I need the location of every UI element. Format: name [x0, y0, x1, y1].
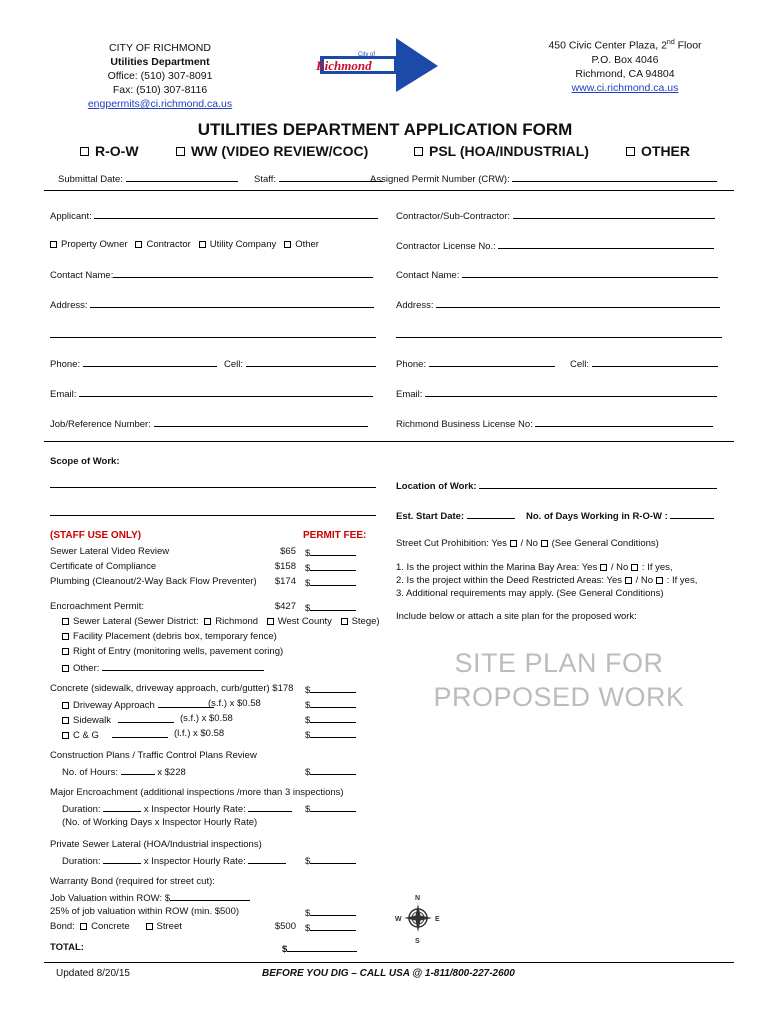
construction-plans-label: Construction Plans / Traffic Control Plans Review	[50, 750, 257, 761]
checkbox[interactable]	[62, 648, 69, 655]
checkbox[interactable]	[62, 618, 69, 625]
section-divider	[44, 441, 734, 442]
checkbox[interactable]	[204, 618, 211, 625]
submittal-date-field[interactable]	[58, 172, 238, 185]
logo-graphic	[312, 32, 442, 92]
sidewalk-rate: (s.f.) x $0.58	[180, 713, 233, 724]
address-line-2-input[interactable]	[50, 337, 376, 338]
field-label: Cell:	[224, 359, 244, 370]
input-line[interactable]	[462, 268, 718, 278]
checkbox[interactable]	[62, 732, 69, 739]
office-phone: Office: (510) 307-8091	[107, 70, 213, 82]
encroachment-label: Encroachment Permit:	[50, 601, 144, 612]
other-option[interactable]	[62, 661, 264, 674]
video-review-amount[interactable]	[305, 546, 356, 559]
checkbox[interactable]	[656, 577, 663, 584]
compass-graphic	[394, 890, 446, 946]
checkbox[interactable]	[631, 564, 638, 571]
driveway-option[interactable]	[62, 698, 214, 711]
input-line[interactable]	[279, 172, 383, 182]
address-sup: nd	[666, 39, 675, 46]
business-license-field[interactable]	[396, 417, 713, 430]
option-label: C & G	[73, 730, 99, 741]
email-field[interactable]	[50, 387, 373, 400]
field-label: Cell:	[570, 359, 590, 370]
plumbing-fee: $174	[274, 576, 296, 587]
option-label: Other	[295, 239, 319, 250]
dollar-sign: $	[305, 603, 311, 614]
field-label: x Inspector Hourly Rate:	[143, 804, 246, 815]
input-line[interactable]	[79, 387, 373, 397]
option-label: Facility Placement (debris box, temporary fence)	[73, 631, 277, 642]
hours-amount[interactable]	[305, 765, 356, 778]
total-amount[interactable]	[282, 942, 357, 955]
condition-text: / No	[635, 575, 654, 586]
section-divider	[44, 190, 734, 191]
compliance-amount[interactable]	[305, 561, 356, 574]
dollar-sign: $	[305, 563, 311, 574]
concrete-fee: $178	[272, 683, 294, 694]
checkbox[interactable]	[62, 717, 69, 724]
input-line[interactable]	[513, 209, 715, 219]
site-plan-placeholder-line-2: PROPOSED WORK	[433, 682, 685, 712]
contractor-address-field[interactable]	[396, 298, 720, 311]
field-label: Address:	[50, 300, 88, 311]
checkbox[interactable]	[414, 147, 423, 156]
checkbox[interactable]	[62, 702, 69, 709]
field-label: Phone:	[396, 359, 427, 370]
logo-small-text: City of	[358, 52, 376, 58]
option-label: Street	[156, 921, 182, 932]
staff-use-heading: (STAFF USE ONLY)	[50, 530, 142, 541]
input-line[interactable]	[113, 268, 373, 278]
input-line[interactable]	[158, 698, 214, 708]
department-name: Utilities Department	[110, 56, 210, 68]
field-label: Email:	[396, 389, 423, 400]
bond-fee: $500	[274, 921, 296, 932]
checkbox[interactable]	[62, 633, 69, 640]
checkbox[interactable]	[135, 241, 142, 248]
cg-rate: (l.f.) x $0.58	[174, 728, 225, 739]
dollar-sign: $	[305, 923, 311, 934]
compass-n: N	[415, 895, 421, 902]
category-other[interactable]	[626, 143, 690, 159]
field-label: Phone:	[50, 359, 81, 370]
dollar-sign: $	[305, 700, 311, 711]
sidewalk-amount[interactable]	[305, 713, 356, 726]
checkbox[interactable]	[541, 540, 548, 547]
option-label: Richmond	[215, 616, 259, 627]
scope-label: Scope of Work:	[50, 456, 120, 467]
input-line[interactable]	[498, 239, 714, 249]
address-line-2: P.O. Box 4046	[591, 53, 659, 66]
input-line[interactable]	[512, 172, 717, 182]
checkbox[interactable]	[62, 665, 69, 672]
permit-fee-heading: PERMIT FEE:	[303, 530, 367, 541]
license-field[interactable]	[396, 239, 714, 252]
concrete-amount[interactable]	[305, 683, 356, 696]
field-label: Contact Name:	[396, 270, 460, 281]
option-label: Contractor	[146, 239, 191, 250]
option-label: Right of Entry (monitoring wells, pavement coring)	[73, 646, 284, 657]
input-line[interactable]	[83, 357, 217, 367]
option-label: Utility Company	[209, 239, 277, 250]
input-line[interactable]	[90, 298, 374, 308]
category-row[interactable]	[80, 143, 139, 159]
footer-divider	[44, 962, 734, 963]
scope-line-1[interactable]	[50, 487, 376, 488]
field-label: Est. Start Date:	[396, 511, 465, 522]
option-label: Driveway Approach	[73, 700, 155, 711]
field-label: Assigned Permit Number (CRW):	[370, 174, 510, 185]
condition-text: / No	[520, 538, 538, 549]
option-label: Property Owner	[61, 239, 128, 250]
office-fax: Fax: (510) 307-8116	[112, 84, 208, 96]
contractor-field[interactable]	[396, 209, 715, 222]
input-line[interactable]	[246, 357, 376, 367]
checkbox[interactable]	[80, 147, 89, 156]
city-name: CITY OF RICHMOND	[109, 42, 211, 54]
field-label: No. of Days Working in R-O-W :	[526, 511, 668, 522]
input-line[interactable]	[102, 661, 264, 671]
field-label: Email:	[50, 389, 77, 400]
address-line-3: Richmond, CA 94804	[575, 67, 675, 80]
category-label: WW (VIDEO REVIEW/COC)	[191, 143, 369, 159]
field-label: Contractor License No.:	[396, 241, 496, 252]
input-line[interactable]	[103, 802, 141, 812]
logo-text: Richmond	[316, 58, 372, 73]
dollar-sign: $	[305, 578, 311, 589]
address-floor: Floor	[674, 39, 702, 52]
right-of-entry-option[interactable]	[62, 646, 283, 657]
input-line[interactable]	[467, 509, 515, 519]
field-label: Submittal Date:	[58, 174, 123, 185]
job-reference-field[interactable]	[50, 417, 368, 430]
address-street: 450 Civic Center Plaza, 2	[548, 39, 667, 52]
contractor-phone-field[interactable]	[396, 357, 555, 370]
total-label: TOTAL:	[50, 942, 84, 953]
private-duration-field[interactable]	[62, 854, 286, 867]
address-field[interactable]	[50, 298, 374, 311]
encroachment-amount[interactable]	[305, 601, 356, 614]
checkbox[interactable]	[626, 147, 635, 156]
input-line[interactable]	[429, 357, 555, 367]
field-label: Richmond Business License No:	[396, 419, 533, 430]
private-sewer-label: Private Sewer Lateral (HOA/Industrial inspections)	[50, 839, 262, 850]
compliance-label: Certificate of Compliance	[50, 561, 157, 572]
staff-field[interactable]	[254, 172, 383, 185]
driveway-rate: (s.f.) x $0.58	[208, 698, 261, 709]
cg-amount[interactable]	[305, 728, 356, 741]
compass-e: E	[435, 916, 440, 923]
input-line[interactable]	[248, 802, 292, 812]
phone-field[interactable]	[50, 357, 217, 370]
updated-date: Updated 8/20/15	[56, 968, 130, 979]
category-label: PSL (HOA/INDUSTRIAL)	[429, 143, 589, 159]
site-plan-note: Include below or attach a site plan for the proposed work:	[396, 611, 637, 622]
field-label: x Inspector Hourly Rate:	[143, 856, 246, 867]
input-line[interactable]	[310, 906, 356, 916]
category-label: R-O-W	[95, 143, 139, 159]
applicant-field[interactable]	[50, 209, 378, 222]
input-line[interactable]	[248, 854, 286, 864]
input-line[interactable]	[170, 891, 250, 901]
pct-label: 25% of job valuation within ROW (min. $500)	[50, 906, 240, 917]
condition-text: / No	[610, 562, 629, 573]
richmond-logo	[312, 32, 442, 92]
contractor-email-field[interactable]	[396, 387, 717, 400]
input-line[interactable]	[436, 298, 720, 308]
dollar-sign: $	[305, 730, 311, 741]
field-label: Address:	[396, 300, 434, 311]
compass-w: W	[395, 916, 402, 923]
compliance-fee: $158	[274, 561, 296, 572]
dollar-sign: $	[305, 685, 311, 696]
checkbox[interactable]	[199, 241, 206, 248]
input-line[interactable]	[310, 728, 356, 738]
dollar-sign: $	[305, 804, 311, 815]
condition-text: 1. Is the project within the Marina Bay Area: Yes	[396, 562, 598, 573]
bond-options[interactable]	[50, 921, 182, 932]
checkbox[interactable]	[146, 923, 153, 930]
contractor-cell-field[interactable]	[570, 357, 718, 370]
condition-text: 2. Is the project within the Deed Restricted Areas: Yes	[396, 575, 623, 586]
hours-field[interactable]	[62, 765, 186, 778]
field-label: Duration:	[62, 804, 101, 815]
concrete-text: Concrete (sidewalk, driveway approach, curb/gutter)	[50, 683, 270, 694]
dollar-sign: $	[305, 767, 311, 778]
checkbox[interactable]	[600, 564, 607, 571]
input-line[interactable]	[310, 698, 356, 708]
condition-text: : If yes,	[641, 562, 673, 573]
field-label: Contact Name:	[50, 270, 114, 281]
input-line[interactable]	[118, 713, 174, 723]
cell-field[interactable]	[224, 357, 376, 370]
input-line[interactable]	[310, 921, 356, 931]
start-date-field[interactable]	[396, 509, 515, 522]
condition-text: Street Cut Prohibition: Yes	[396, 538, 507, 549]
contractor-address-line-2[interactable]	[396, 337, 722, 338]
form-title: UTILITIES DEPARTMENT APPLICATION FORM	[197, 120, 573, 139]
cg-option[interactable]	[62, 728, 168, 741]
option-label: Concrete	[91, 921, 130, 932]
field-label: Duration:	[62, 856, 101, 867]
checkbox[interactable]	[50, 241, 57, 248]
scope-line-2[interactable]	[50, 515, 376, 516]
input-line[interactable]	[126, 172, 238, 182]
hours-rate: x $228	[157, 767, 186, 778]
additional-requirements: 3. Additional requirements may apply. (See General Conditions)	[396, 588, 664, 599]
concrete-label	[50, 683, 293, 694]
plumbing-label: Plumbing (Cleanout/2-Way Back Flow Preventer)	[50, 576, 257, 587]
input-line[interactable]	[479, 479, 717, 489]
dollar-sign: $	[305, 856, 311, 867]
office-info	[60, 41, 260, 111]
checkbox[interactable]	[341, 618, 348, 625]
sewer-lateral-option[interactable]	[62, 616, 380, 627]
days-working-field[interactable]	[526, 509, 714, 522]
category-label: OTHER	[641, 143, 690, 159]
option-label: West County	[277, 616, 332, 627]
location-field[interactable]	[396, 479, 717, 492]
option-label: Sewer Lateral (Sewer District:	[73, 616, 199, 627]
owner-type-options[interactable]	[50, 239, 319, 250]
condition-text: : If yes,	[666, 575, 698, 586]
option-label: Other:	[73, 663, 100, 674]
input-line[interactable]	[310, 683, 356, 693]
permit-number-field[interactable]	[370, 172, 717, 185]
category-ww[interactable]	[176, 143, 368, 159]
checkbox[interactable]	[510, 540, 517, 547]
warranty-label: Warranty Bond (required for street cut):	[50, 876, 215, 887]
dollar-sign: $	[282, 944, 288, 955]
sidewalk-option[interactable]	[62, 713, 174, 726]
checkbox[interactable]	[267, 618, 274, 625]
field-label: Job/Reference Number:	[50, 419, 151, 430]
dollar-sign: $	[305, 908, 311, 919]
input-line[interactable]	[310, 601, 356, 611]
major-encroachment-label: Major Encroachment (additional inspections /more than 3 inspections)	[50, 787, 344, 798]
compass-s: S	[415, 938, 420, 945]
condition-text: (See General Conditions)	[551, 538, 659, 549]
deed-restricted-question[interactable]	[396, 575, 697, 586]
driveway-amount[interactable]	[305, 698, 356, 711]
facility-option[interactable]	[62, 631, 277, 642]
contact-name-field[interactable]	[50, 268, 373, 281]
input-line[interactable]	[94, 209, 378, 219]
checkbox[interactable]	[284, 241, 291, 248]
input-line[interactable]	[310, 576, 356, 586]
plumbing-amount[interactable]	[305, 576, 356, 589]
email-link[interactable]: engpermits@ci.richmond.ca.us	[87, 98, 233, 110]
input-line[interactable]	[310, 546, 356, 556]
field-label: Contractor/Sub-Contractor:	[396, 211, 511, 222]
compass-rose-icon	[394, 890, 446, 946]
option-label: Stege)	[351, 616, 380, 627]
private-amount[interactable]	[305, 854, 356, 867]
input-line[interactable]	[121, 765, 155, 775]
working-days-note: (No. of Working Days x Inspector Hourly Rate)	[62, 817, 258, 828]
input-line[interactable]	[287, 942, 357, 952]
input-line[interactable]	[310, 765, 356, 775]
bond-amount[interactable]	[305, 921, 356, 934]
street-cut-prohibition[interactable]	[396, 538, 659, 549]
checkbox[interactable]	[625, 577, 632, 584]
website-link[interactable]: www.ci.richmond.ca.us	[571, 81, 679, 94]
dollar-sign: $	[305, 715, 311, 726]
field-label: Job Valuation within ROW: $	[50, 893, 171, 904]
input-line[interactable]	[310, 713, 356, 723]
valuation-field[interactable]	[50, 891, 250, 904]
video-review-fee: $65	[280, 546, 296, 557]
option-label: Sidewalk	[73, 715, 112, 726]
input-line[interactable]	[670, 509, 714, 519]
input-line[interactable]	[425, 387, 717, 397]
input-line[interactable]	[310, 802, 356, 812]
pct-amount[interactable]	[305, 906, 356, 919]
video-review-label: Sewer Lateral Video Review	[50, 546, 170, 557]
major-duration-field[interactable]	[62, 802, 292, 815]
field-label: No. of Hours:	[62, 767, 118, 778]
input-line[interactable]	[592, 357, 718, 367]
major-amount[interactable]	[305, 802, 356, 815]
site-plan-placeholder-line-1: SITE PLAN FOR	[454, 648, 664, 678]
field-label: Bond:	[50, 921, 75, 932]
field-label: Staff:	[254, 174, 277, 185]
input-line[interactable]	[310, 854, 356, 864]
input-line[interactable]	[154, 417, 368, 427]
checkbox[interactable]	[176, 147, 185, 156]
input-line[interactable]	[535, 417, 713, 427]
marina-bay-question[interactable]	[396, 562, 673, 573]
field-label: Applicant:	[50, 211, 92, 222]
field-label: Location of Work:	[396, 481, 477, 492]
address-line-1	[520, 36, 730, 53]
category-psl[interactable]	[414, 143, 589, 159]
mailing-address	[520, 36, 730, 95]
input-line[interactable]	[310, 561, 356, 571]
input-line[interactable]	[112, 728, 168, 738]
before-you-dig: BEFORE YOU DIG – CALL USA @ 1-811/800-227-2600	[262, 968, 515, 979]
contractor-contact-field[interactable]	[396, 268, 718, 281]
dollar-sign: $	[305, 548, 311, 559]
checkbox[interactable]	[80, 923, 87, 930]
input-line[interactable]	[103, 854, 141, 864]
encroachment-fee: $427	[274, 601, 296, 612]
